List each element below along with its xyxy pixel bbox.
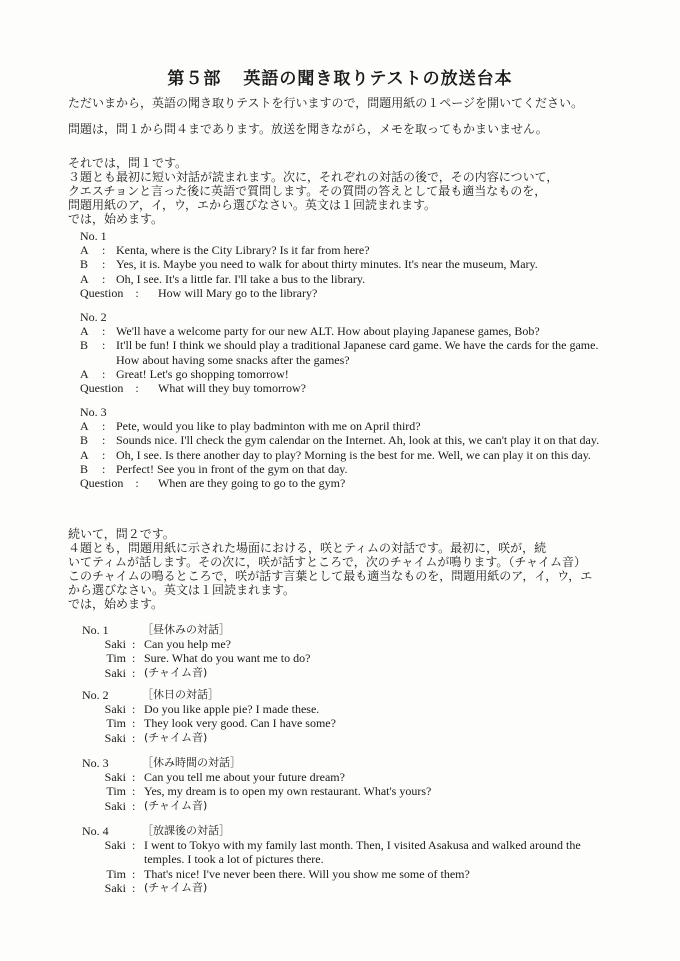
speaker: Saki [104,880,126,895]
intro-line: ただいまから，英語の聞き取りテストを行いますので，問題用紙の１ページを開いてください。 [68,96,584,110]
dialogue-line: Saki : Can you help me? [82,637,612,651]
dialogue-line: B : Sounds nice. I'll check the gym calendar on the Internet. Ah, look at this, we can't play it on that day. [80,433,610,447]
speaker: A [80,447,89,462]
dialogue-line: Saki : Do you like apple pie? I made these. [82,702,612,716]
q2-intro-line: このチャイムの鳴るところで，咲が話す言葉として最も適当なものを，問題用紙のア，イ，ウ，エ [68,569,593,583]
chime-cue: (チャイム音) [144,798,208,812]
q2-dialogue-1 [82,623,612,680]
speaker: Saki [104,702,126,717]
speaker: A [80,243,89,258]
question-label: Question : [80,476,139,491]
q2-intro-line: いてティムが話します。その次に，咲が話すところで，次のチャイムが鳴ります。（チャイム音） [68,555,587,569]
dialogue-number: No. 3 [82,756,109,770]
line-text: They look very good. Can I have some? [144,716,336,731]
speaker: B [80,257,89,272]
q2-intro-line: では，始めます。 [68,597,164,611]
speaker: A [80,419,89,434]
q1-dialogue-3 [80,405,610,490]
q2-dialogue-3 [82,756,612,813]
q2-dialogue-2 [82,688,612,745]
line-text: Yes, my dream is to open my own restaurant. What's yours? [144,784,432,799]
dialogue-number: No. 3 [80,405,107,419]
speaker: Saki [104,665,126,680]
scene-label: ［休み時間の対話］ [142,756,241,769]
line-text: Perfect! See you in front of the gym on that day. [116,461,348,476]
speaker: Tim [106,651,126,666]
q1-intro-line: それでは，問１です。 [68,156,188,170]
dialogue-line: B : Perfect! See you in front of the gym on that day. [80,462,610,476]
dialogue-number: No. 2 [80,310,107,324]
speaker: Tim [106,716,126,731]
speaker: Saki [104,730,126,745]
q1-intro-line: 問題用紙のア，イ，ウ，エから選びなさい。英文は１回読まれます。 [68,198,437,212]
speaker: B [80,433,89,448]
line-text: We'll have a welcome party for our new ALT. How about playing Japanese games, Bob? [116,324,540,339]
q1-dialogue-2 [80,310,610,395]
dialogue-line: Saki : (チャイム音) [82,881,612,895]
question-text: When are they going to go to the gym? [158,476,346,491]
chime-cue: (チャイム音) [144,880,208,894]
speaker: Saki [104,838,126,853]
dialogue-number: No. 1 [80,229,107,243]
dialogue-line: Tim : Yes, my dream is to open my own restaurant. What's yours? [82,784,612,798]
speaker: Tim [106,866,126,881]
dialogue-line: A : Oh, I see. It's a little far. I'll take a bus to the library. [80,272,610,286]
dialogue-line: A : Pete, would you like to play badminton with me on April third? [80,419,610,433]
scene-label: ［休日の対話］ [142,688,219,701]
q2-intro-line: 続いて，問２です。 [68,527,175,541]
line-text: I went to Tokyo with my family last month. Then, I visited Asakusa and walked around the temples. I took a lot of pictures there. [144,838,581,867]
speaker: Saki [104,798,126,813]
chime-cue: (チャイム音) [144,665,208,679]
dialogue-number: No. 2 [82,688,109,702]
line-text: Do you like apple pie? I made these. [144,702,320,717]
line-text: Sure. What do you want me to do? [144,651,311,666]
speaker: A [80,366,89,381]
dialogue-line: Saki : I went to Tokyo with my family last month. Then, I visited Asakusa and walked around the temples. I took a lot of pictures there. [82,838,612,866]
dialogue-number: No. 4 [82,824,109,838]
q1-intro [68,156,618,226]
q2-intro-line: から選びなさい。英文は１回読まれます。 [68,583,296,597]
dialogue-line: A : Oh, I see. Is there another day to play? Morning is the best for me. Well, we can play it on this day. [80,448,610,462]
question-text: How will Mary go to the library? [158,285,318,300]
speaker: Saki [104,637,126,652]
line-text: Great! Let's go shopping tomorrow! [116,366,289,381]
q1-intro-line: クエスチョンと言った後に英語で質問します。その質問の答えとして最も適当なものを， [68,184,547,198]
q1-dialogue-1 [80,229,610,300]
speaker: B [80,461,89,476]
dialogue-line: Saki : Can you tell me about your future dream? [82,770,612,784]
line-text: Pete, would you like to play badminton with me on April third? [116,419,421,434]
scene-label: ［放課後の対話］ [142,824,230,837]
dialogue-line: Saki : (チャイム音) [82,731,612,745]
line-text: That's nice! I've never been there. Will you show me some of them? [144,866,470,881]
speaker: Tim [106,784,126,799]
page-title [0,64,680,89]
part-label: 第５部 [167,69,222,89]
scene-label: ［昼休みの対話］ [142,623,230,636]
dialogue-line: B : Yes, it is. Maybe you need to walk for about thirty minutes. It's near the museum, Mary. [80,257,610,271]
line-text: Can you help me? [144,637,231,652]
dialogue-line: Saki : (チャイム音) [82,666,612,680]
line-text: Can you tell me about your future dream? [144,770,345,785]
line-text: Oh, I see. It's a little far. I'll take a bus to the library. [116,271,366,286]
dialogue-line: Tim : Sure. What do you want me to do? [82,651,612,665]
dialogue-line: A : We'll have a welcome party for our new ALT. How about playing Japanese games, Bob? [80,324,610,338]
dialogue-line: B : It'll be fun! I think we should play a traditional Japanese card game. We have the cards for the game. How about having some snacks after the games? [80,338,610,366]
dialogue-line: Saki : (チャイム音) [82,799,612,813]
question-line [80,286,610,300]
title-main: 英語の聞き取りテストの放送台本 [243,69,513,89]
chime-cue: (チャイム音) [144,730,208,744]
question-text: What will they buy tomorrow? [158,381,306,396]
q2-intro [68,527,618,611]
question-line [80,381,610,395]
line-text: Oh, I see. Is there another day to play? Morning is the best for me. Well, we can play it on this day. [116,447,591,462]
line-text: Kenta, where is the City Library? Is it far from here? [116,243,370,258]
speaker: A [80,271,89,286]
dialogue-line: Tim : They look very good. Can I have some? [82,716,612,730]
question-label: Question : [80,381,139,396]
question-line [80,476,610,490]
intro-line: 問題は，問１から問４まであります。放送を聞きながら，メモを取ってもかまいません。 [68,122,548,136]
dialogue-line: A : Kenta, where is the City Library? Is it far from here? [80,243,610,257]
q1-intro-line: ３題とも最初に短い対話が読まれます。次に，それぞれの対話の後で，その内容について， [68,170,559,184]
dialogue-number: No. 1 [82,623,109,637]
q1-intro-line: では，始めます。 [68,212,164,226]
q2-dialogue-4 [82,824,612,895]
speaker: A [80,324,89,339]
line-text: It'll be fun! I think we should play a traditional Japanese card game. We have the cards for the game. How about having some snacks after the games? [116,338,599,367]
line-text: Sounds nice. I'll check the gym calendar on the Internet. Ah, look at this, we can't play it on that day. [116,433,600,448]
speaker: Saki [104,770,126,785]
q2-intro-line: ４題とも，問題用紙に示された場面における，咲とティムの対話です。最初に，咲が，続 [68,541,547,555]
line-text: Yes, it is. Maybe you need to walk for about thirty minutes. It's near the museum, Mary. [116,257,538,272]
dialogue-line: A : Great! Let's go shopping tomorrow! [80,367,610,381]
question-label: Question : [80,285,139,300]
dialogue-line: Tim : That's nice! I've never been there. Will you show me some of them? [82,867,612,881]
speaker: B [80,338,89,353]
